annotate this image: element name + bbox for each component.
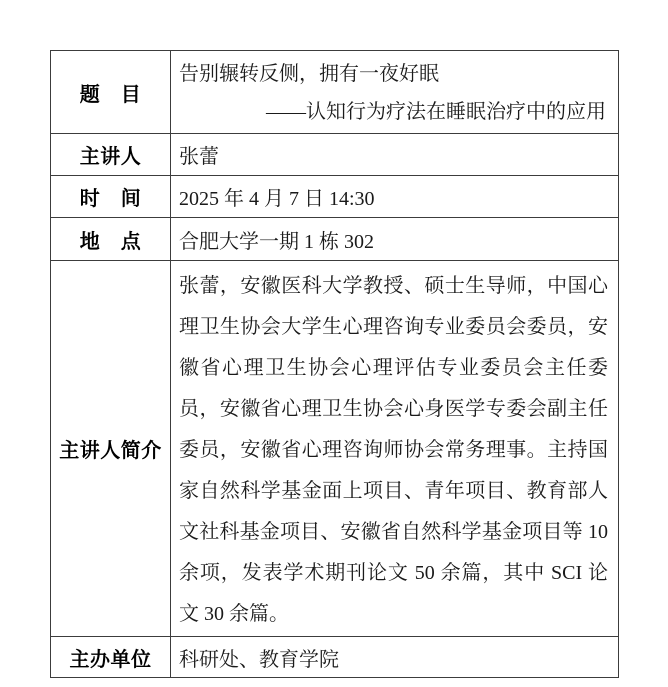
row-value-title	[171, 51, 619, 134]
table-row-host	[51, 637, 619, 678]
seminar-info-table	[50, 50, 619, 678]
table-row-place	[51, 218, 619, 261]
row-value-speaker: 张蕾	[171, 134, 619, 176]
row-label-bio: 主讲人简介	[51, 261, 171, 637]
row-value-host: 科研处、教育学院	[171, 637, 619, 678]
row-label-place: 地 点	[51, 218, 171, 261]
table-row-bio	[51, 261, 619, 637]
row-label-speaker: 主讲人	[51, 134, 171, 176]
title-line-2: ——认知行为疗法在睡眠治疗中的应用	[266, 101, 606, 123]
table-row-time	[51, 176, 619, 218]
table-row-speaker	[51, 134, 619, 176]
row-value-bio: 张蕾，安徽医科大学教授、硕士生导师，中国心理卫生协会大学生心理咨询专业委员会委员，安徽省心理卫生协会心理评估专业委员会主任委员，安徽省心理卫生协会心身医学专委会副主任委员，安徽省心理咨询师协会常务理事。主持国家自然科学基金面上项目、青年项目、教育部人文社科基金项目、安徽省自然科学基金项目等 10 余项，发表学术期刊论文 50 余篇，其中 SCI 论文 30 余篇。	[171, 261, 619, 637]
row-label-title: 题 目	[51, 51, 171, 134]
row-label-time: 时 间	[51, 176, 171, 218]
table-row-title	[51, 51, 619, 134]
row-value-place: 合肥大学一期 1 栋 302	[171, 218, 619, 261]
title-line-1: 告别辗转反侧，拥有一夜好眠	[179, 63, 439, 85]
row-value-time: 2025 年 4 月 7 日 14:30	[171, 176, 619, 218]
row-label-host: 主办单位	[51, 637, 171, 678]
